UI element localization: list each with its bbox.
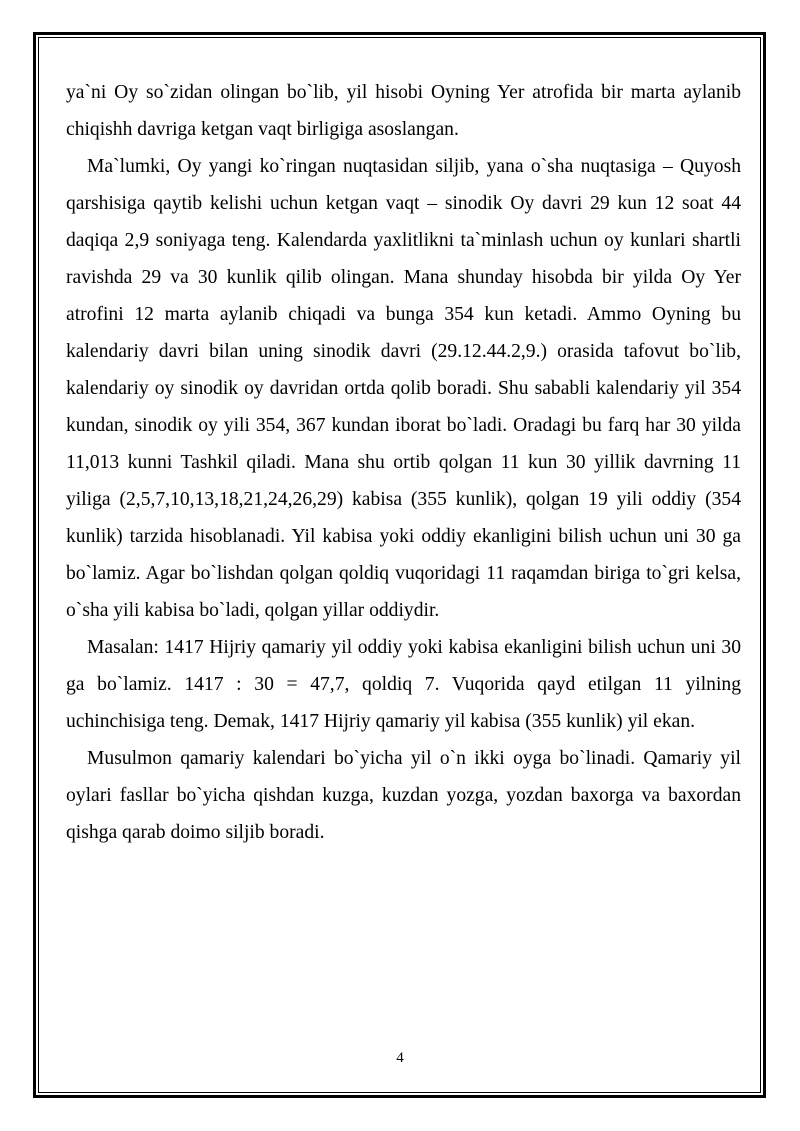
page-number: 4 <box>396 1050 404 1066</box>
paragraph: Ma`lumki, Oy yangi ko`ringan nuqtasidan siljib, yana o`sha nuqtasiga – Quyosh qarshisiga qaytib kelishi uchun ketgan vaqt – sinodik Oy davri 29 kun 12 soat 44 daqiqa 2,9 soniyaga teng. Kalendarda yaxlitlikni ta`minlash uchun oy kunlari shartli ravishda 29 va 30 kunlik qilib olingan. Mana shunday hisobda bir yilda Oy Yer atrofini 12 marta aylanib chiqadi va bunga 354 kun ketadi. Ammo Oyning bu kalendariy davri bilan uning sinodik davri (29.12.44.2,9.) orasida tafovut bo`lib, kalendariy oy sinodik oy davridan ortda qolib boradi. Shu sababli kalendariy yil 354 kundan, sinodik oy yili 354, 367 kundan iborat bo`ladi. Oradagi bu farq har 30 yilda 11,013 kunni Tashkil qiladi. Mana shu ortib qolgan 11 kun 30 yillik davrning 11 yiliga (2,5,7,10,13,18,21,24,26,29) kabisa (355 kunlik), qolgan 19 yili oddiy (354 kunlik) tarzida hisoblanadi. Yil kabisa yoki oddiy ekanligini bilish uchun uni 30 ga bo`lamiz. Agar bo`lishdan qolgan qoldiq vuqoridagi 11 raqamdan biriga to`gri kelsa, o`sha yili kabisa bo`ladi, qolgan yillar oddiydir. <box>66 156 741 621</box>
paragraph: Musulmon qamariy kalendari bo`yicha yil o`n ikki oyga bo`linadi. Qamariy yil oylari fasllar bo`yicha qishdan kuzga, kuzdan yozga, yozdan baxorga va baxordan qishga qarab doimo siljib boradi. <box>66 748 741 843</box>
document-body <box>66 74 741 851</box>
paragraph: Masalan: 1417 Hijriy qamariy yil oddiy yoki kabisa ekanligini bilish uchun uni 30 ga bo`lamiz. 1417 : 30 = 47,7, qoldiq 7. Vuqorida qayd etilgan 11 yilning uchinchisiga teng. Demak, 1417 Hijriy qamariy yil kabisa (355 kunlik) yil ekan. <box>66 637 741 732</box>
paragraph: ya`ni Oy so`zidan olingan bo`lib, yil hisobi Oyning Yer atrofida bir marta aylanib chiqishh davriga ketgan vaqt birligiga asoslangan. <box>66 82 741 140</box>
